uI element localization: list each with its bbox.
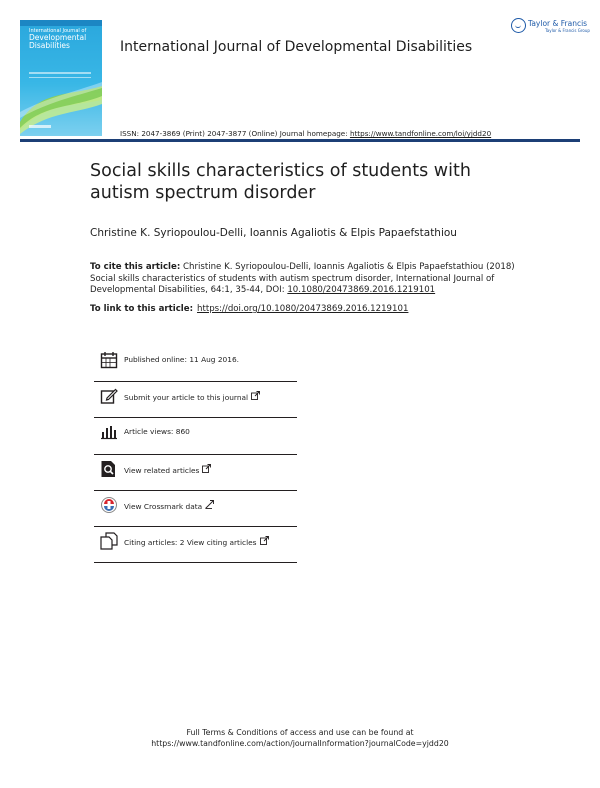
- citing-articles-text: Citing articles: 2 View citing articles: [124, 537, 257, 547]
- external-link-icon: [260, 536, 269, 545]
- submit-article-link[interactable]: [124, 391, 260, 402]
- published-online-text: Published online: 11 Aug 2016.: [124, 355, 240, 364]
- issn-line: [120, 129, 491, 138]
- cover-title-line2: Developmental: [29, 33, 87, 42]
- journal-cover-image: [20, 20, 102, 136]
- citing-articles-row[interactable]: [94, 527, 297, 563]
- article-views-text: Article views: 860: [124, 427, 190, 437]
- cover-footer-mark: [29, 125, 51, 128]
- related-articles-link[interactable]: [124, 464, 211, 475]
- edit-icon: [100, 387, 118, 405]
- journal-homepage-link[interactable]: https://www.tandfonline.com/loi/yjdd20: [349, 129, 492, 138]
- article-info-box: [94, 346, 297, 563]
- terms-footer: [0, 727, 600, 749]
- publisher-name: Taylor & Francis: [528, 19, 588, 28]
- related-articles-text: View related articles: [124, 465, 200, 475]
- crossmark-row[interactable]: [94, 491, 297, 527]
- terms-footer-line1: Full Terms & Conditions of access and use can be found at: [186, 728, 414, 737]
- search-document-icon: [100, 460, 118, 478]
- crossmark-text: View Crossmark data: [124, 501, 203, 511]
- citation-label: To cite this article:: [90, 262, 181, 272]
- external-link-icon: [251, 391, 260, 400]
- cover-title: [29, 28, 99, 50]
- article-views-row: [94, 418, 297, 454]
- citation-doi-link[interactable]: 10.1080/20473869.2016.1219101: [287, 285, 436, 295]
- calendar-icon: [100, 351, 118, 369]
- taylor-francis-logo-icon: [511, 18, 526, 33]
- citation-text: Christine K. Syriopoulou-Delli, Ioannis Agaliotis & Elpis Papaefstathiou (2018) Social skills characteristics of students with autism spectrum disorder, International Journal of Developmental Disabilities, 64:1, 35-44, DOI:: [90, 262, 515, 295]
- publisher-tagline: Taylor & Francis Group: [545, 28, 590, 33]
- taylor-francis-logo[interactable]: [511, 18, 590, 38]
- citation-block: [90, 262, 520, 297]
- journal-title: International Journal of Developmental Disabilities: [120, 39, 473, 55]
- crossmark-link[interactable]: [124, 500, 214, 511]
- issn-text: ISSN: 2047-3869 (Print) 2047-3877 (Online) Journal homepage:: [120, 129, 350, 138]
- cover-subtext: [29, 72, 91, 81]
- related-articles-row[interactable]: [94, 455, 297, 491]
- article-authors: Christine K. Syriopoulou-Delli, Ioannis Agaliotis & Elpis Papaefstathiou: [90, 227, 457, 239]
- article-doi-url[interactable]: https://doi.org/10.1080/20473869.2016.1219101: [197, 304, 409, 314]
- cover-top-strip: [20, 20, 102, 26]
- bar-chart-icon: [100, 423, 118, 441]
- external-link-icon: [205, 500, 214, 509]
- published-online-row: [94, 346, 297, 382]
- external-link-icon: [202, 464, 211, 473]
- article-link-label: To link to this article:: [90, 304, 194, 314]
- submit-article-text: Submit your article to this journal: [124, 393, 249, 403]
- citing-articles-link[interactable]: [124, 536, 269, 547]
- cover-title-line3: Disabilities: [29, 41, 70, 50]
- terms-footer-url[interactable]: https://www.tandfonline.com/action/journalInformation?journalCode=yjdd20: [151, 739, 449, 748]
- crossmark-icon: [100, 496, 118, 514]
- article-title: Social skills characteristics of students with autism spectrum disorder: [90, 161, 471, 203]
- header-divider: [20, 139, 580, 142]
- cover-title-line1: International Journal of: [29, 28, 87, 34]
- citing-documents-icon: [100, 532, 118, 550]
- article-link-line: [90, 304, 408, 314]
- submit-article-row[interactable]: [94, 382, 297, 418]
